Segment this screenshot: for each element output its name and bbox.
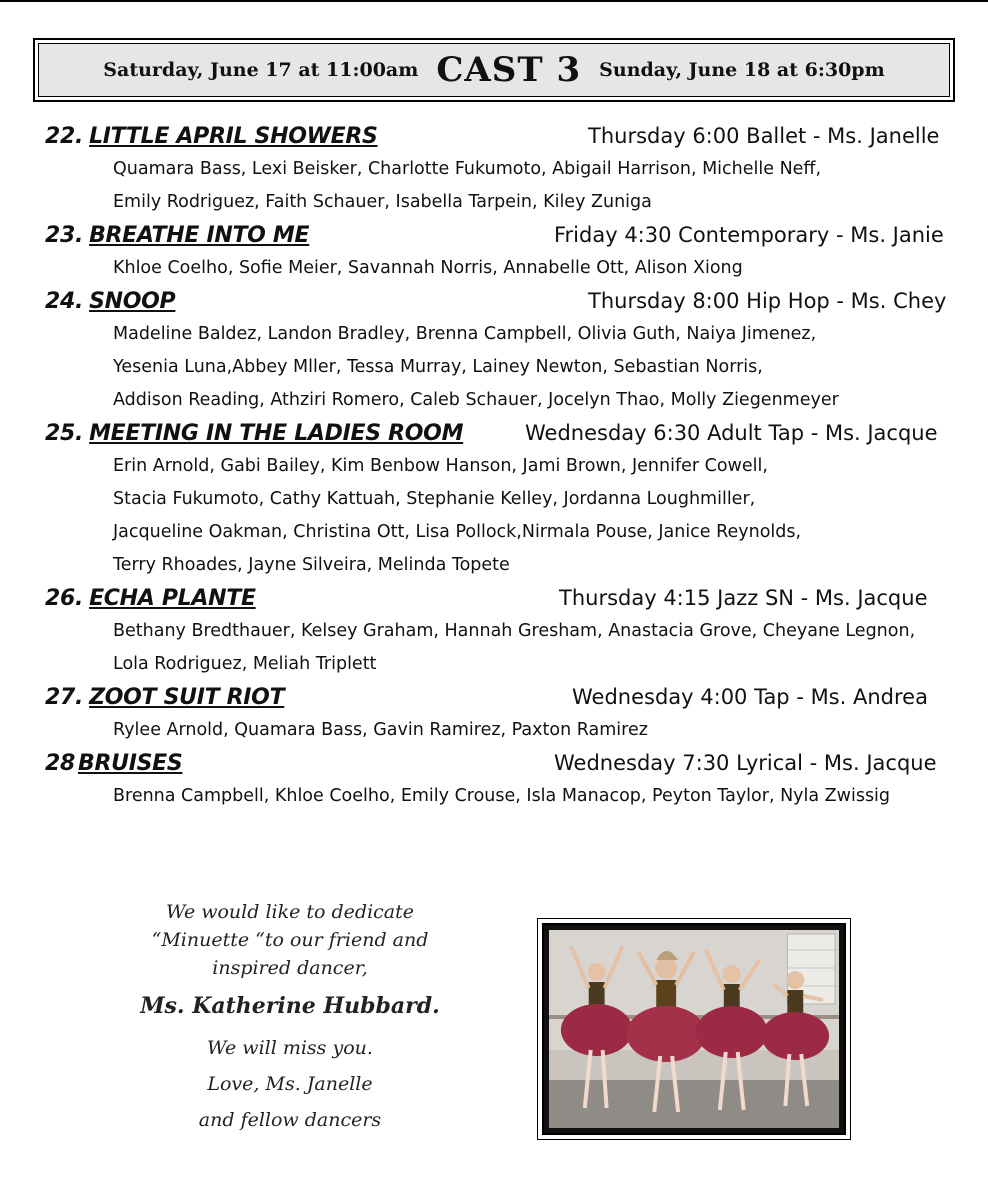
- dance-title: ECHA PLANTE: [89, 586, 256, 611]
- dedication-line: inspired dancer,: [212, 957, 368, 979]
- saturday-date: Saturday, June 17 at 11:00am: [103, 59, 419, 81]
- entry-heading: [45, 681, 950, 714]
- entry-number: 28: [45, 751, 76, 776]
- entry-number: 22.: [45, 124, 84, 149]
- cast-line: Yesenia Luna,Abbey Mller, Tessa Murray, Lainey Newton, Sebastian Norris,: [113, 357, 763, 377]
- class-info: Thursday 6:00 Ballet - Ms. Janelle: [588, 124, 940, 148]
- cast-title: CAST 3: [436, 50, 582, 90]
- dance-title: BRUISES: [78, 751, 183, 776]
- sunday-date: Sunday, June 18 at 6:30pm: [599, 59, 885, 81]
- top-rule: [0, 0, 988, 2]
- entry-number: 27.: [45, 685, 84, 710]
- dance-title: LITTLE APRIL SHOWERS: [89, 124, 378, 149]
- cast-line: Emily Rodriguez, Faith Schauer, Isabella Tarpein, Kiley Zuniga: [113, 192, 652, 212]
- program-entry: [45, 219, 950, 285]
- performance-header: [33, 38, 955, 102]
- cast-line: Addison Reading, Athziri Romero, Caleb Schauer, Jocelyn Thao, Molly Ziegenmeyer: [113, 390, 839, 410]
- dancers-photo-frame: [537, 918, 851, 1140]
- performance-header-inner: [38, 43, 950, 97]
- entry-heading: [45, 219, 950, 252]
- entry-title: [45, 681, 284, 714]
- entry-heading: [45, 417, 950, 450]
- program-entry: [45, 747, 950, 813]
- program-entry: [45, 120, 950, 219]
- entry-title: [45, 747, 182, 780]
- dedication-line: “Minuette “to our friend and: [151, 929, 429, 951]
- program-list: [45, 120, 950, 813]
- entry-number: 26.: [45, 586, 84, 611]
- cast-line: Bethany Bredthauer, Kelsey Graham, Hannah Gresham, Anastacia Grove, Cheyane Legnon,: [113, 621, 916, 641]
- program-entry: [45, 681, 950, 747]
- class-info: Friday 4:30 Contemporary - Ms. Janie: [554, 223, 944, 247]
- cast-line: Khloe Coelho, Sofie Meier, Savannah Norris, Annabelle Ott, Alison Xiong: [113, 258, 743, 278]
- class-info: Thursday 4:15 Jazz SN - Ms. Jacque: [559, 586, 928, 610]
- entry-title: [45, 219, 309, 252]
- class-info: Wednesday 7:30 Lyrical - Ms. Jacque: [554, 751, 937, 775]
- entry-title: [45, 120, 378, 153]
- entry-number: 23.: [45, 223, 84, 248]
- program-entry: [45, 582, 950, 681]
- cast-line: Rylee Arnold, Quamara Bass, Gavin Ramirez, Paxton Ramirez: [113, 720, 648, 740]
- class-info: Wednesday 6:30 Adult Tap - Ms. Jacque: [525, 421, 938, 445]
- program-entry: [45, 285, 950, 417]
- class-info: Thursday 8:00 Hip Hop - Ms. Chey: [588, 289, 947, 313]
- dance-title: ZOOT SUIT RIOT: [89, 685, 285, 710]
- dedication-line: and fellow dancers: [198, 1109, 382, 1131]
- dance-title: MEETING IN THE LADIES ROOM: [89, 421, 464, 446]
- entry-heading: [45, 120, 950, 153]
- cast-line: Madeline Baldez, Landon Bradley, Brenna Campbell, Olivia Guth, Naiya Jimenez,: [113, 324, 817, 344]
- class-info: Wednesday 4:00 Tap - Ms. Andrea: [572, 685, 928, 709]
- dancers-photo-illustration: [549, 930, 839, 1128]
- cast-line: Erin Arnold, Gabi Bailey, Kim Benbow Hanson, Jami Brown, Jennifer Cowell,: [113, 456, 768, 476]
- honoree-name: Ms. Katherine Hubbard.: [140, 993, 440, 1019]
- dance-title: SNOOP: [89, 289, 176, 314]
- dedication-line: We will miss you.: [207, 1037, 373, 1059]
- cast-line: Quamara Bass, Lexi Beisker, Charlotte Fukumoto, Abigail Harrison, Michelle Neff,: [113, 159, 822, 179]
- entry-number: 25.: [45, 421, 84, 446]
- entry-heading: [45, 747, 950, 780]
- cast-line: Jacqueline Oakman, Christina Ott, Lisa Pollock,Nirmala Pouse, Janice Reynolds,: [113, 522, 802, 542]
- entry-title: [45, 417, 463, 450]
- dedication-text: [110, 898, 470, 1138]
- cast-line: Stacia Fukumoto, Cathy Kattuah, Stephanie Kelley, Jordanna Loughmiller,: [113, 489, 756, 509]
- dance-title: BREATHE INTO ME: [89, 223, 310, 248]
- cast-line: Terry Rhoades, Jayne Silveira, Melinda Topete: [113, 555, 510, 575]
- entry-title: [45, 285, 175, 318]
- entry-heading: [45, 582, 950, 615]
- dancers-photo: [542, 923, 846, 1135]
- cast-line: Brenna Campbell, Khloe Coelho, Emily Crouse, Isla Manacop, Peyton Taylor, Nyla Zwissig: [113, 786, 891, 806]
- dedication-line: Love, Ms. Janelle: [207, 1073, 373, 1095]
- cast-line: Lola Rodriguez, Meliah Triplett: [113, 654, 377, 674]
- entry-number: 24.: [45, 289, 84, 314]
- entry-title: [45, 582, 256, 615]
- dedication-line: We would like to dedicate: [165, 901, 415, 923]
- program-entry: [45, 417, 950, 582]
- entry-heading: [45, 285, 950, 318]
